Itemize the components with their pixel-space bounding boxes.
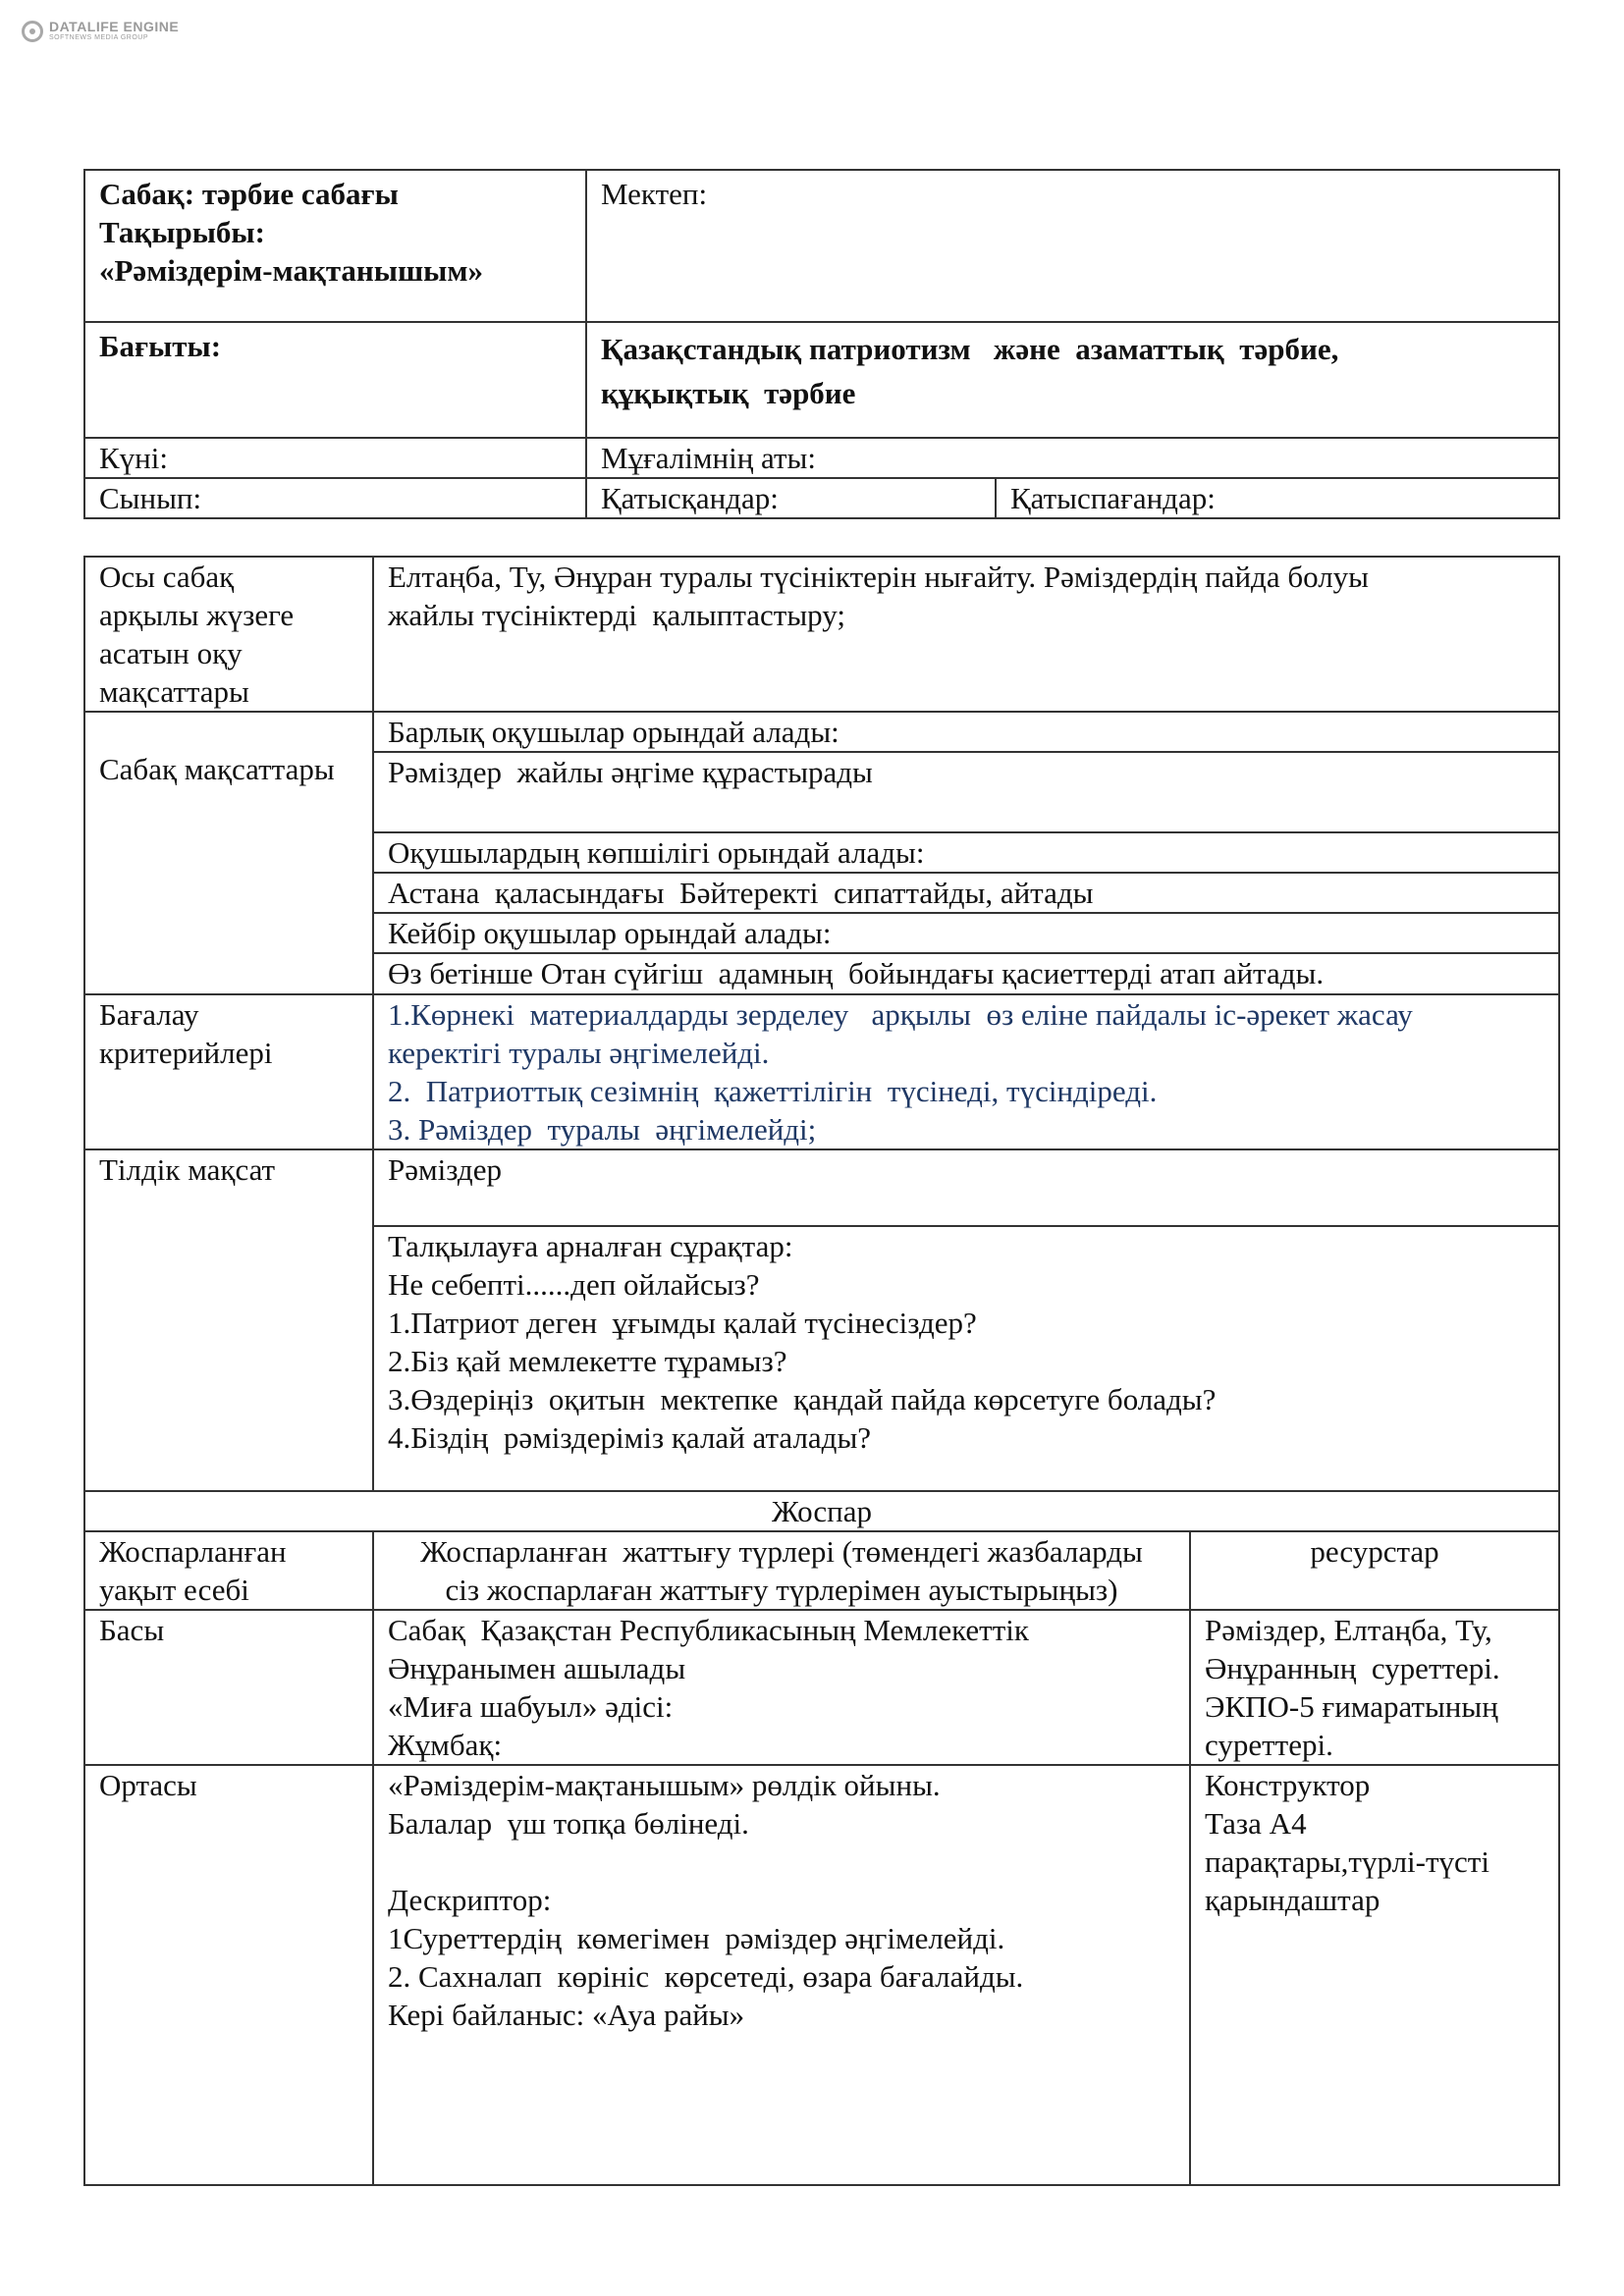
start-label-cell [84, 1610, 373, 1765]
learning-text-1: Елтаңба, Ту, Әнұран туралы түсініктерін нығайту. Рәміздердің пайда болуы [388, 560, 1369, 594]
start-resource-1: Рәміздер, Елтаңба, Ту, [1205, 1613, 1492, 1647]
start-text-3: «Миға шабуыл» әдісі: [388, 1689, 674, 1724]
middle-text-6: 2. Сахналап көрініс көрсетеді, өзара бағалайды. [388, 1959, 1024, 1994]
activities-header-2: сіз жоспарлаған жаттығу түрлерімен ауыстырыңыз) [445, 1573, 1118, 1607]
absent-cell [996, 478, 1559, 518]
middle-text-cell [373, 1765, 1190, 2185]
all-students-label-cell [373, 712, 1559, 752]
some-students-text-cell [373, 953, 1559, 994]
topic-title: «Рәміздерім-мақтанышым» [99, 253, 483, 288]
resources-header: ресурстар [1310, 1534, 1439, 1569]
lesson-title: Сабақ: тәрбие сабағы [99, 177, 399, 211]
lesson-plan-table [83, 556, 1560, 2186]
start-text-cell [373, 1610, 1190, 1765]
start-text-4: Жұмбақ: [388, 1728, 503, 1762]
lesson-objectives-label: Сабақ мақсаттары [99, 752, 335, 786]
some-students-label-cell [373, 913, 1559, 953]
teacher-label: Мұғалімнің аты: [601, 441, 816, 475]
middle-text-7: Кері байланыс: «Ауа райы» [388, 1998, 745, 2032]
logo-brand: DATALIFE ENGINE [49, 19, 180, 34]
learning-objectives-label-cell [84, 557, 373, 712]
learning-text-2: жайлы түсініктерді қалыптастыру; [388, 598, 845, 632]
teacher-cell [586, 438, 1559, 478]
class-label: Сынып: [99, 481, 202, 515]
school-cell [586, 170, 1559, 322]
criteria-line-3: 2. Патриоттық сезімнің қажеттілігін түсінеді, түсіндіреді. [388, 1074, 1158, 1108]
direction-label-cell [84, 322, 586, 438]
criteria-label-cell [84, 994, 373, 1149]
start-resources-cell [1190, 1610, 1559, 1765]
language-label: Тілдік мақсат [99, 1152, 276, 1187]
criteria-cell [373, 994, 1559, 1149]
all-students-text-cell [373, 752, 1559, 832]
some-students-label: Кейбір оқушылар орындай алады: [388, 916, 832, 950]
start-text-1: Сабақ Қазақстан Республикасының Мемлекеттік [388, 1613, 1029, 1647]
lesson-objectives-label-cell [84, 712, 373, 994]
logo-icon [22, 21, 43, 42]
criteria-label-2: критерийлері [99, 1036, 273, 1070]
criteria-line-4: 3. Рәміздер туралы әңгімелейді; [388, 1112, 817, 1147]
start-label: Басы [99, 1613, 165, 1647]
questions-cell [373, 1226, 1559, 1491]
learning-objectives-cell [373, 557, 1559, 712]
start-resource-3: ЭКПО-5 ғимаратының [1205, 1689, 1498, 1724]
question-2: 2.Біз қай мемлекетте тұрамыз? [388, 1344, 787, 1378]
header-table [83, 169, 1560, 519]
direction-value-1: Қазақстандық патриотизм және азаматтық тәрбие, [601, 332, 1339, 366]
start-text-2: Әнұранымен ашылады [388, 1651, 686, 1685]
activities-header-1: Жоспарланған жаттығу түрлері (төмендегі жазбаларды [420, 1534, 1143, 1569]
most-students-text: Астана қаласындағы Бәйтеректі сипаттайды, айтады [388, 876, 1094, 910]
some-students-text: Өз бетінше Отан сүйгіш адамның бойындағы қасиеттерді атап айтады. [388, 956, 1325, 990]
time-header-1: Жоспарланған [99, 1534, 287, 1569]
most-students-label: Оқушылардың көпшілігі орындай алады: [388, 835, 925, 870]
middle-resource-2: Таза А4 [1205, 1806, 1307, 1841]
question-intro: Не себепті......деп ойлайсыз? [388, 1267, 760, 1302]
language-text: Рәміздер [388, 1152, 502, 1187]
date-cell [84, 438, 586, 478]
plan-title: Жоспар [771, 1494, 873, 1528]
learning-label-3: асатын оқу [99, 636, 243, 670]
lesson-cell [84, 170, 586, 322]
middle-text-2: Балалар үш топқа бөлінеді. [388, 1806, 749, 1841]
topic-label: Тақырыбы: [99, 215, 265, 249]
class-cell [84, 478, 586, 518]
question-1: 1.Патриот деген ұғымды қалай түсінесіздер? [388, 1306, 977, 1340]
direction-value-2: құқықтық тәрбие [601, 376, 856, 410]
language-label-cell [84, 1149, 373, 1491]
present-label: Қатысқандар: [601, 481, 779, 515]
middle-label: Ортасы [99, 1768, 197, 1802]
middle-resource-4: қарындаштар [1205, 1883, 1380, 1917]
middle-text-3 [388, 1842, 1175, 1881]
watermark-logo [22, 20, 179, 42]
criteria-line-2: керектігі туралы әңгімелейді. [388, 1036, 770, 1070]
criteria-line-1: 1.Көрнекі материалдарды зерделеу арқылы өз еліне пайдалы іс-әрекет жасау [388, 997, 1413, 1032]
absent-label: Қатыспағандар: [1010, 481, 1216, 515]
plan-activities-header [373, 1531, 1190, 1610]
all-students-label: Барлық оқушылар орындай алады: [388, 715, 839, 749]
present-cell [586, 478, 996, 518]
middle-text-5: 1Суреттердің көмегімен рәміздер әңгімелейді. [388, 1921, 1005, 1955]
middle-resources-cell [1190, 1765, 1559, 2185]
start-resource-2: Әнұранның суреттері. [1205, 1651, 1500, 1685]
start-resource-4: суреттері. [1205, 1728, 1333, 1762]
questions-title: Талқылауға арналған сұрақтар: [388, 1229, 793, 1263]
most-students-text-cell [373, 873, 1559, 913]
learning-label-2: арқылы жүзеге [99, 598, 295, 632]
plan-title-cell [84, 1491, 1559, 1531]
learning-label-1: Осы сабақ [99, 560, 235, 594]
language-text-cell [373, 1149, 1559, 1226]
logo-sub: SOFTNEWS MEDIA GROUP [49, 34, 149, 41]
time-header-2: уақыт есебі [99, 1573, 249, 1607]
learning-label-4: мақсаттары [99, 674, 249, 709]
school-label: Мектеп: [601, 177, 708, 211]
middle-label-cell [84, 1765, 373, 2185]
middle-text-4: Дескриптор: [388, 1883, 552, 1917]
plan-resources-header [1190, 1531, 1559, 1610]
plan-time-header [84, 1531, 373, 1610]
middle-text-1: «Рәміздерім-мақтанышым» рөлдік ойыны. [388, 1768, 941, 1802]
middle-resource-3: парақтары,түрлі-түсті [1205, 1844, 1489, 1879]
direction-value-cell [586, 322, 1559, 438]
middle-resource-1: Конструктор [1205, 1768, 1371, 1802]
date-label: Күні: [99, 441, 168, 475]
criteria-label-1: Бағалау [99, 997, 199, 1032]
most-students-label-cell [373, 832, 1559, 873]
question-4: 4.Біздің рәміздеріміз қалай аталады? [388, 1420, 872, 1455]
question-3: 3.Өздеріңіз оқитын мектепке қандай пайда көрсетуге болады? [388, 1382, 1217, 1416]
direction-label: Бағыты: [99, 329, 222, 363]
all-students-text: Рәміздер жайлы әңгіме құрастырады [388, 755, 873, 789]
